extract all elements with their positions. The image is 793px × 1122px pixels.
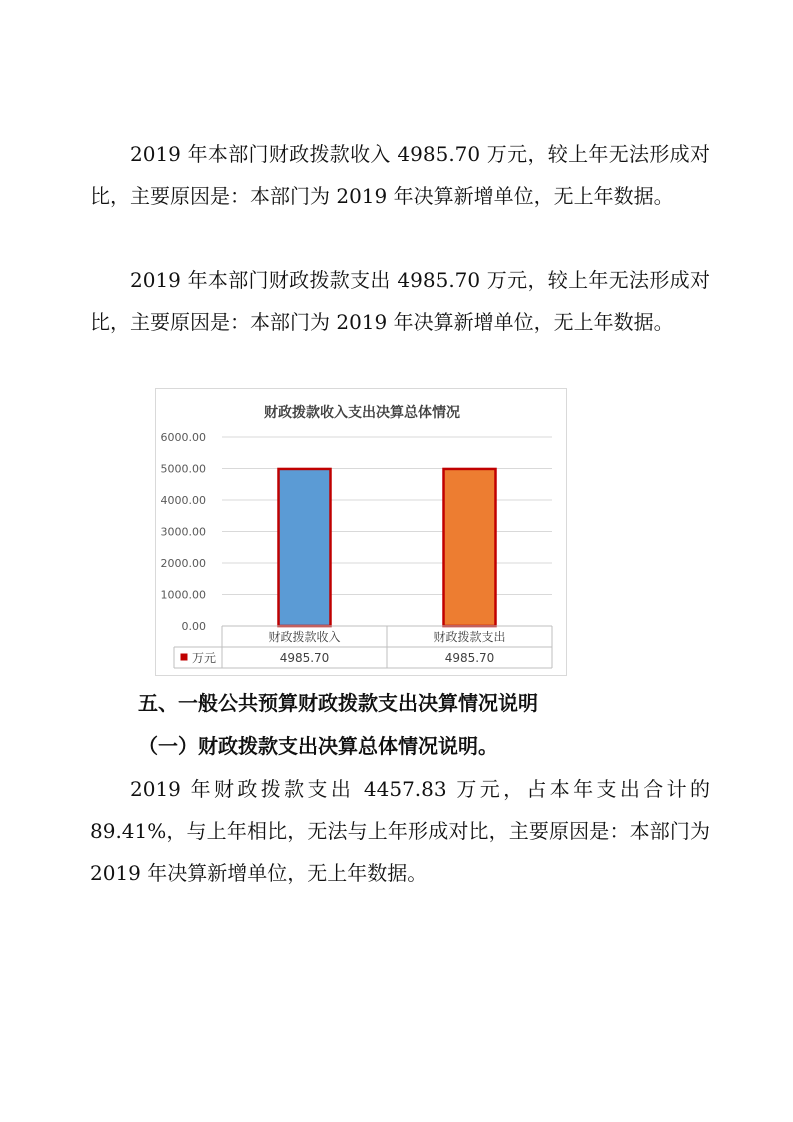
subsection-heading: （一）财政拨款支出决算总体情况说明。: [138, 734, 498, 758]
y-tick-label: 1000.00: [160, 588, 206, 602]
chart-container: [155, 388, 567, 676]
paragraph-revenue: 2019 年本部门财政拨款收入 4985.70 万元，较上年无法形成对比，主要原因是：本部门为 2019 年决算新增单位，无上年数据。: [90, 142, 710, 208]
value-label: 4985.70: [444, 651, 495, 665]
legend-label: 万元: [192, 651, 217, 665]
y-tick-label: 3000.00: [160, 525, 206, 539]
legend-marker: [180, 653, 188, 661]
y-tick-label: 0.00: [181, 620, 206, 633]
paragraph-general-budget: 2019 年财政拨款支出 4457.83 万元，占本年支出合计的 89.41%，与上年相比，无法与上年形成对比，主要原因是：本部门为 2019 年决算新增单位，无上年数据。: [90, 777, 710, 885]
y-tick-label: 2000.00: [160, 557, 206, 570]
value-label: 4985.70: [279, 651, 330, 665]
category-label: 财政拨款收入: [268, 630, 341, 644]
bar-1: [279, 469, 331, 626]
paragraph-expenditure: 2019 年本部门财政拨款支出 4985.70 万元，较上年无法形成对比，主要原因是：本部门为 2019 年决算新增单位，无上年数据。: [90, 268, 710, 334]
bar-2: [444, 469, 496, 626]
y-tick-label: 6000.00: [160, 431, 206, 444]
category-label: 财政拨款支出: [433, 630, 506, 644]
y-tick-label: 5000.00: [160, 462, 206, 476]
y-tick-label: 4000.00: [160, 494, 206, 507]
bar-chart: [156, 389, 568, 677]
chart-title: 财政拨款收入支出决算总体情况: [264, 405, 460, 421]
section-heading: 五、一般公共预算财政拨款支出决算情况说明: [138, 691, 538, 715]
